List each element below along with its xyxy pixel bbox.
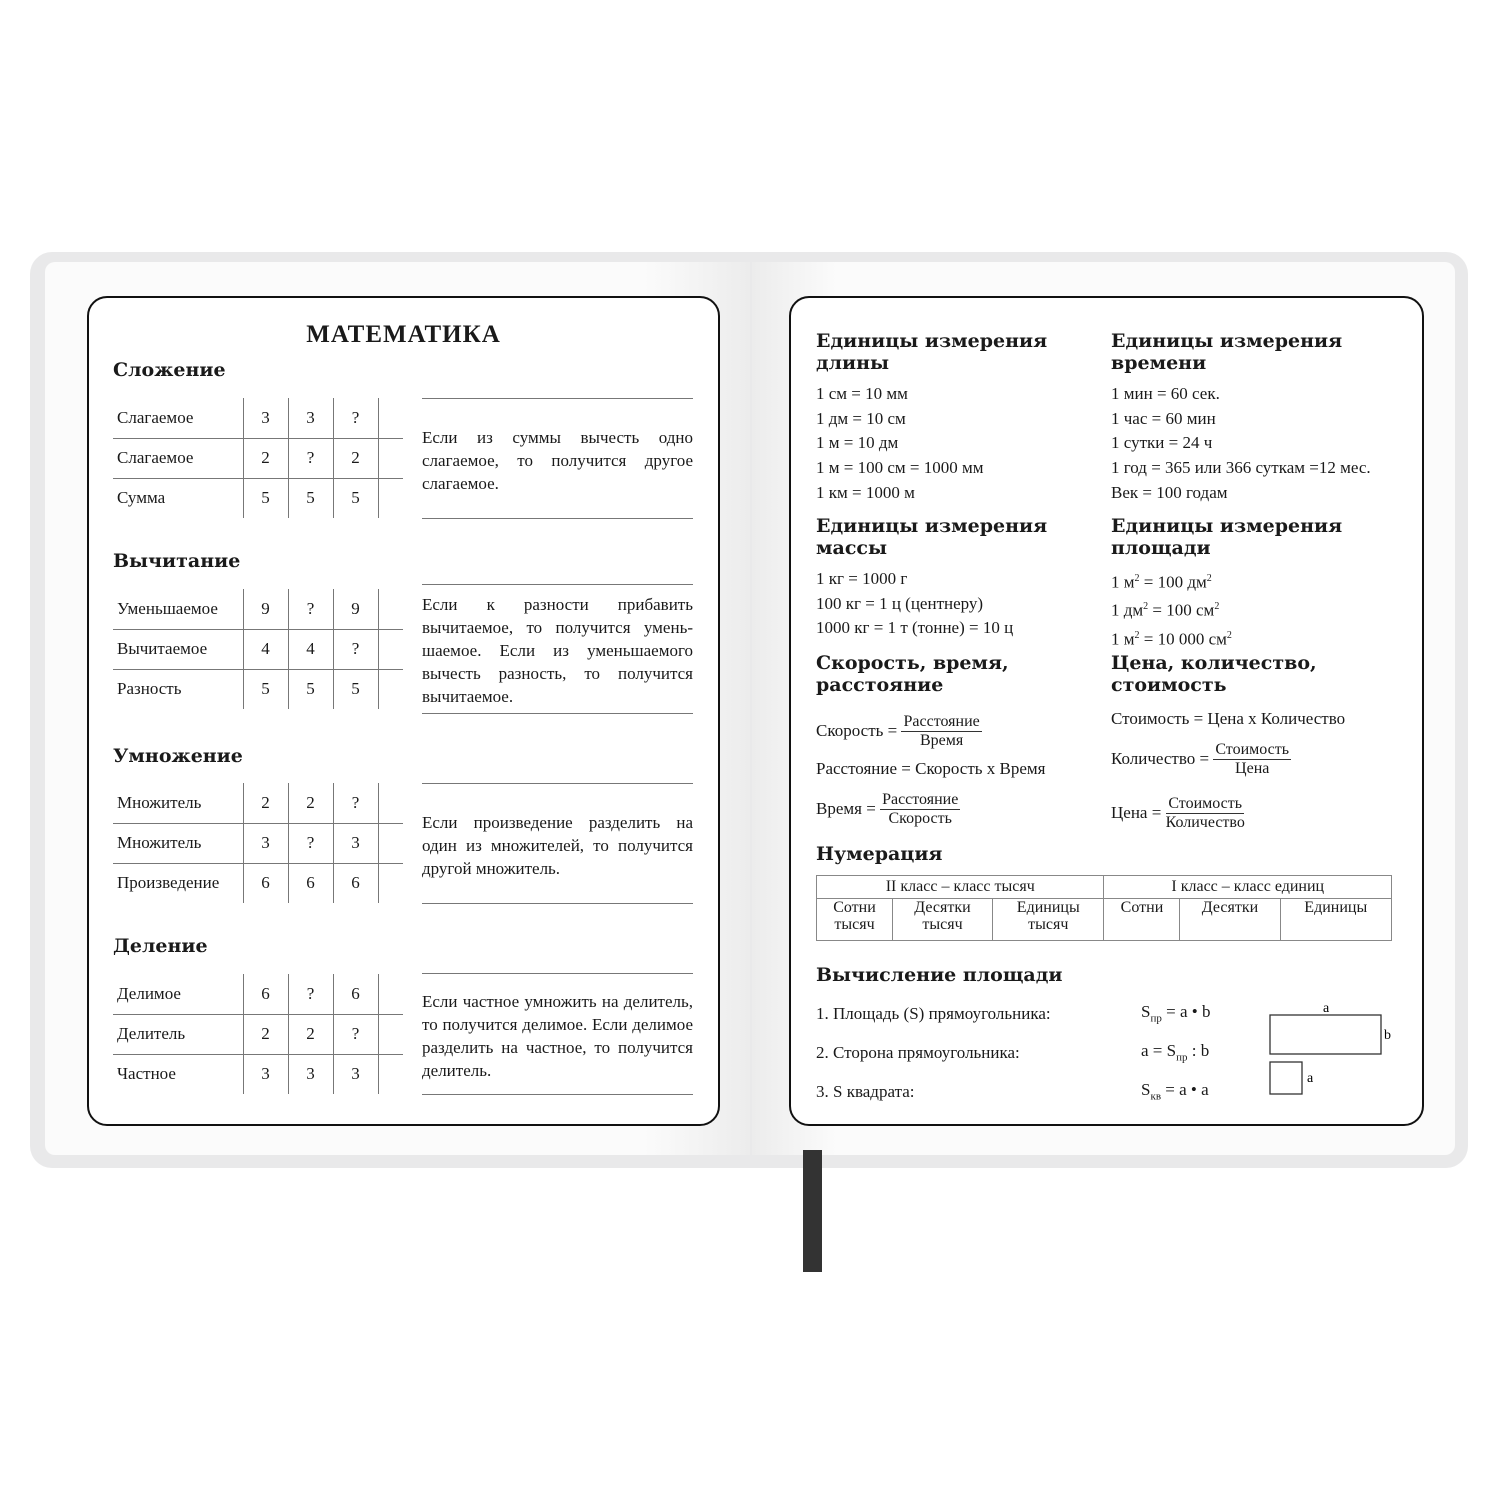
denominator: Время: [919, 731, 964, 749]
formula: $S_{пр} = a$ • b: [1141, 1002, 1211, 1025]
table-cell: 5: [243, 478, 288, 518]
heading: времени: [1111, 352, 1207, 374]
table-row: [113, 1014, 403, 1054]
formula-label: 2. Сторона прямоугольника:: [816, 1042, 1020, 1062]
place-class: тысяч: [1028, 916, 1069, 933]
table-cell: ?: [333, 1014, 378, 1054]
table-row: [113, 1054, 403, 1094]
table-cell: ?: [288, 974, 333, 1014]
numerator: Расстояние: [882, 790, 959, 808]
lhs: Время =: [816, 799, 876, 818]
table-cell: [378, 1054, 403, 1094]
place-class: тысяч: [922, 916, 963, 933]
heading: массы: [816, 537, 887, 559]
table-cell: ?: [288, 823, 333, 863]
table-cell: 3: [333, 1054, 378, 1094]
divider: [422, 903, 693, 904]
table-cell: 2: [243, 1014, 288, 1054]
lhs: Скорость =: [816, 721, 898, 740]
rule-text: Если к разности прибавить вычитаемое, то получится уменьшаемое. Если из уменьшаемого вычесть разность, то получится вычитаемое.: [422, 595, 693, 706]
unit-item: 1 $м^2 = 100$ $дм^2$: [1111, 572, 1212, 592]
price-formulas: [1111, 652, 1411, 840]
heading: Нумерация: [816, 843, 943, 865]
table-cell: Делитель: [113, 1014, 243, 1054]
table-row: [113, 863, 403, 903]
formula-label: 1. Площадь (S) прямоугольника:: [816, 1003, 1051, 1023]
table-cell: [378, 669, 403, 709]
table-cell: ?: [333, 629, 378, 669]
table-cell: ?: [333, 398, 378, 438]
table-cell: [378, 783, 403, 823]
table-cell: 2: [288, 783, 333, 823]
numerator: Расстояние: [903, 712, 980, 730]
table-cell: 5: [288, 669, 333, 709]
denominator: Количество: [1165, 813, 1245, 831]
table-cell: 3: [288, 398, 333, 438]
mass-units: [816, 515, 1096, 641]
table-cell: 6: [243, 863, 288, 903]
section-heading: Вычитание: [113, 550, 241, 572]
side-b-label: b: [1384, 1028, 1391, 1043]
table-cell: Слагаемое: [113, 438, 243, 478]
heading: Скорость, время,: [816, 652, 1009, 674]
table-row: [113, 398, 403, 438]
numeration: [816, 843, 1392, 941]
unit-item: 1 дм = 10 см: [816, 408, 906, 428]
section-heading: Деление: [113, 935, 208, 957]
unit-item: 1 м = 100 см = 1000 мм: [816, 458, 984, 478]
table-cell: 4: [243, 629, 288, 669]
place-name: Единицы: [1016, 899, 1080, 916]
place-class: тысяч: [834, 916, 875, 933]
unit-item: 1 год = 365 или 366 суткам =12 мес.: [1111, 458, 1371, 478]
table-row: [113, 438, 403, 478]
table-cell: 3: [333, 823, 378, 863]
rule-text: Если из суммы вычесть одно слагаемое, то получится другое слагаемое.: [422, 428, 693, 493]
unit-item: 1 см = 10 мм: [816, 384, 908, 403]
heading: Цена, количество,: [1111, 652, 1317, 674]
table-cell: 4: [288, 629, 333, 669]
place-name: Десятки: [1201, 899, 1259, 916]
divider: [422, 398, 693, 399]
table-cell: Произведение: [113, 863, 243, 903]
table-cell: [378, 629, 403, 669]
place-column: [993, 899, 1104, 941]
table-cell: 6: [333, 974, 378, 1014]
table-cell: 6: [243, 974, 288, 1014]
table-cell: 3: [243, 823, 288, 863]
unit-item: 1000 кг = 1 т (тонне) = 10 ц: [816, 618, 1014, 638]
table-row: [113, 478, 403, 518]
place-name: Сотни: [1120, 899, 1164, 916]
formula: $a = S_{пр}$ : b: [1141, 1041, 1210, 1064]
unit-item: Век = 100 годам: [1111, 482, 1228, 502]
formula: [1111, 786, 1411, 840]
bookmark-ribbon[interactable]: [803, 1150, 822, 1272]
table-row: [113, 669, 403, 709]
place-column: [817, 899, 893, 941]
table-cell: [378, 478, 403, 518]
divider: [422, 1094, 693, 1095]
table-cell: Частное: [113, 1054, 243, 1094]
formula: $S_{кв} = a$ • a: [1141, 1080, 1209, 1103]
table-row: [113, 629, 403, 669]
table-cell: 2: [288, 1014, 333, 1054]
heading: Единицы измерения: [1111, 330, 1343, 352]
page-title: МАТЕМАТИКА: [306, 321, 501, 348]
table-cell: Множитель: [113, 823, 243, 863]
place-name: Единицы: [1304, 899, 1368, 916]
formula-label: 3. S квадрата:: [816, 1081, 915, 1101]
section-heading: Сложение: [113, 359, 226, 381]
table-cell: Уменьшаемое: [117, 598, 218, 618]
table-cell: [378, 863, 403, 903]
denominator: Скорость: [888, 809, 952, 827]
place-column: [1104, 899, 1180, 941]
operation-table: [113, 589, 403, 709]
unit-item: 1 кг = 1000 г: [816, 569, 908, 588]
rectangle-shape: [1270, 1015, 1381, 1054]
class-header: I класс – класс единиц: [1104, 876, 1392, 899]
side-a-label: a: [1323, 1001, 1330, 1016]
table-cell: [378, 398, 403, 438]
length-units: [816, 330, 1096, 506]
section-heading: Умножение: [113, 745, 243, 767]
lhs: Цена =: [1111, 803, 1162, 822]
square-shape: [1270, 1062, 1302, 1094]
operation-table: [113, 783, 403, 903]
heading: Вычисление площади: [816, 964, 1063, 986]
table-cell: 5: [243, 669, 288, 709]
table-row: [113, 823, 403, 863]
operation-table: [113, 398, 403, 518]
unit-item: 1 м = 10 дм: [816, 433, 899, 453]
divider: [422, 783, 693, 784]
heading: Единицы измерения: [1111, 515, 1343, 537]
unit-item: 1 км = 1000 м: [816, 482, 915, 502]
table-cell: ?: [288, 438, 333, 478]
table-cell: Разность: [113, 669, 243, 709]
table-cell: Множитель: [117, 792, 202, 812]
heading: Единицы измерения: [816, 515, 1048, 537]
heading: расстояние: [816, 674, 944, 696]
divider: [422, 713, 693, 714]
divider: [422, 973, 693, 974]
operation-table: [113, 974, 403, 1094]
unit-item: 1 $дм^2 = 100$ $см^2$: [1111, 601, 1220, 621]
table-cell: 3: [243, 398, 288, 438]
table-cell: 3: [288, 1054, 333, 1094]
table-cell: 3: [243, 1054, 288, 1094]
formula: Расстояние = Скорость х Время: [816, 759, 1046, 778]
numerator: Стоимость: [1168, 794, 1243, 812]
speed-formulas: [816, 652, 1106, 836]
table-cell: 2: [243, 783, 288, 823]
rule-text: Если произведение разделить на один из множителей, то получится другой множитель.: [422, 813, 693, 878]
rule-text: Если частное умножить на делитель, то получится делимое. Если делимое разделить на частное, то получится делитель.: [422, 992, 693, 1080]
table-cell: Вычитаемое: [113, 629, 243, 669]
unit-item: 1 мин = 60 сек.: [1111, 384, 1220, 403]
table-row: [113, 783, 403, 823]
table-cell: Делимое: [117, 983, 181, 1003]
formula: [816, 706, 1106, 756]
table-cell: 9: [333, 589, 378, 629]
unit-item: 1 сутки = 24 ч: [1111, 433, 1213, 453]
place-name: Сотни: [833, 899, 876, 916]
place-column: [1180, 899, 1280, 941]
table-cell: [378, 589, 403, 629]
place-column: [1280, 899, 1391, 941]
table-cell: [378, 823, 403, 863]
table-cell: [378, 1014, 403, 1054]
place-column: [892, 899, 992, 941]
table-cell: 2: [333, 438, 378, 478]
table-cell: 5: [333, 669, 378, 709]
table-cell: 5: [288, 478, 333, 518]
place-name: Десятки: [914, 899, 971, 916]
table-cell: 2: [243, 438, 288, 478]
table-cell: Сумма: [113, 478, 243, 518]
table-cell: 5: [333, 478, 378, 518]
unit-item: 1 $м^2 = 10$ 000 $см^2$: [1111, 629, 1232, 649]
table-row: [113, 974, 403, 1014]
divider: [422, 518, 693, 519]
formula: [1111, 732, 1411, 786]
time-units: [1111, 330, 1411, 506]
area-units: [1111, 515, 1411, 652]
formula: Стоимость = Цена х Количество: [1111, 709, 1346, 728]
unit-item: 100 кг = 1 ц (центнеру): [816, 593, 984, 613]
rectangle-diagrams: [1262, 998, 1397, 1098]
formula: [816, 782, 1106, 836]
table-cell: ?: [288, 589, 333, 629]
square-side-label: a: [1307, 1071, 1314, 1086]
table-row: [113, 589, 403, 629]
table-cell: 9: [243, 589, 288, 629]
class-header: II класс – класс тысяч: [817, 876, 1104, 899]
numeration-table: [816, 875, 1392, 941]
heading: длины: [816, 352, 890, 374]
table-cell: 6: [333, 863, 378, 903]
unit-item: 1 час = 60 мин: [1111, 408, 1216, 428]
heading: площади: [1111, 537, 1211, 559]
table-cell: [378, 438, 403, 478]
heading: стоимость: [1111, 674, 1227, 696]
table-cell: Слагаемое: [117, 407, 194, 427]
lhs: Количество =: [1111, 749, 1210, 768]
divider: [422, 584, 693, 585]
heading: Единицы измерения: [816, 330, 1048, 352]
table-cell: ?: [333, 783, 378, 823]
denominator: Цена: [1235, 759, 1270, 777]
table-cell: [378, 974, 403, 1014]
table-cell: 6: [288, 863, 333, 903]
numerator: Стоимость: [1215, 740, 1290, 758]
